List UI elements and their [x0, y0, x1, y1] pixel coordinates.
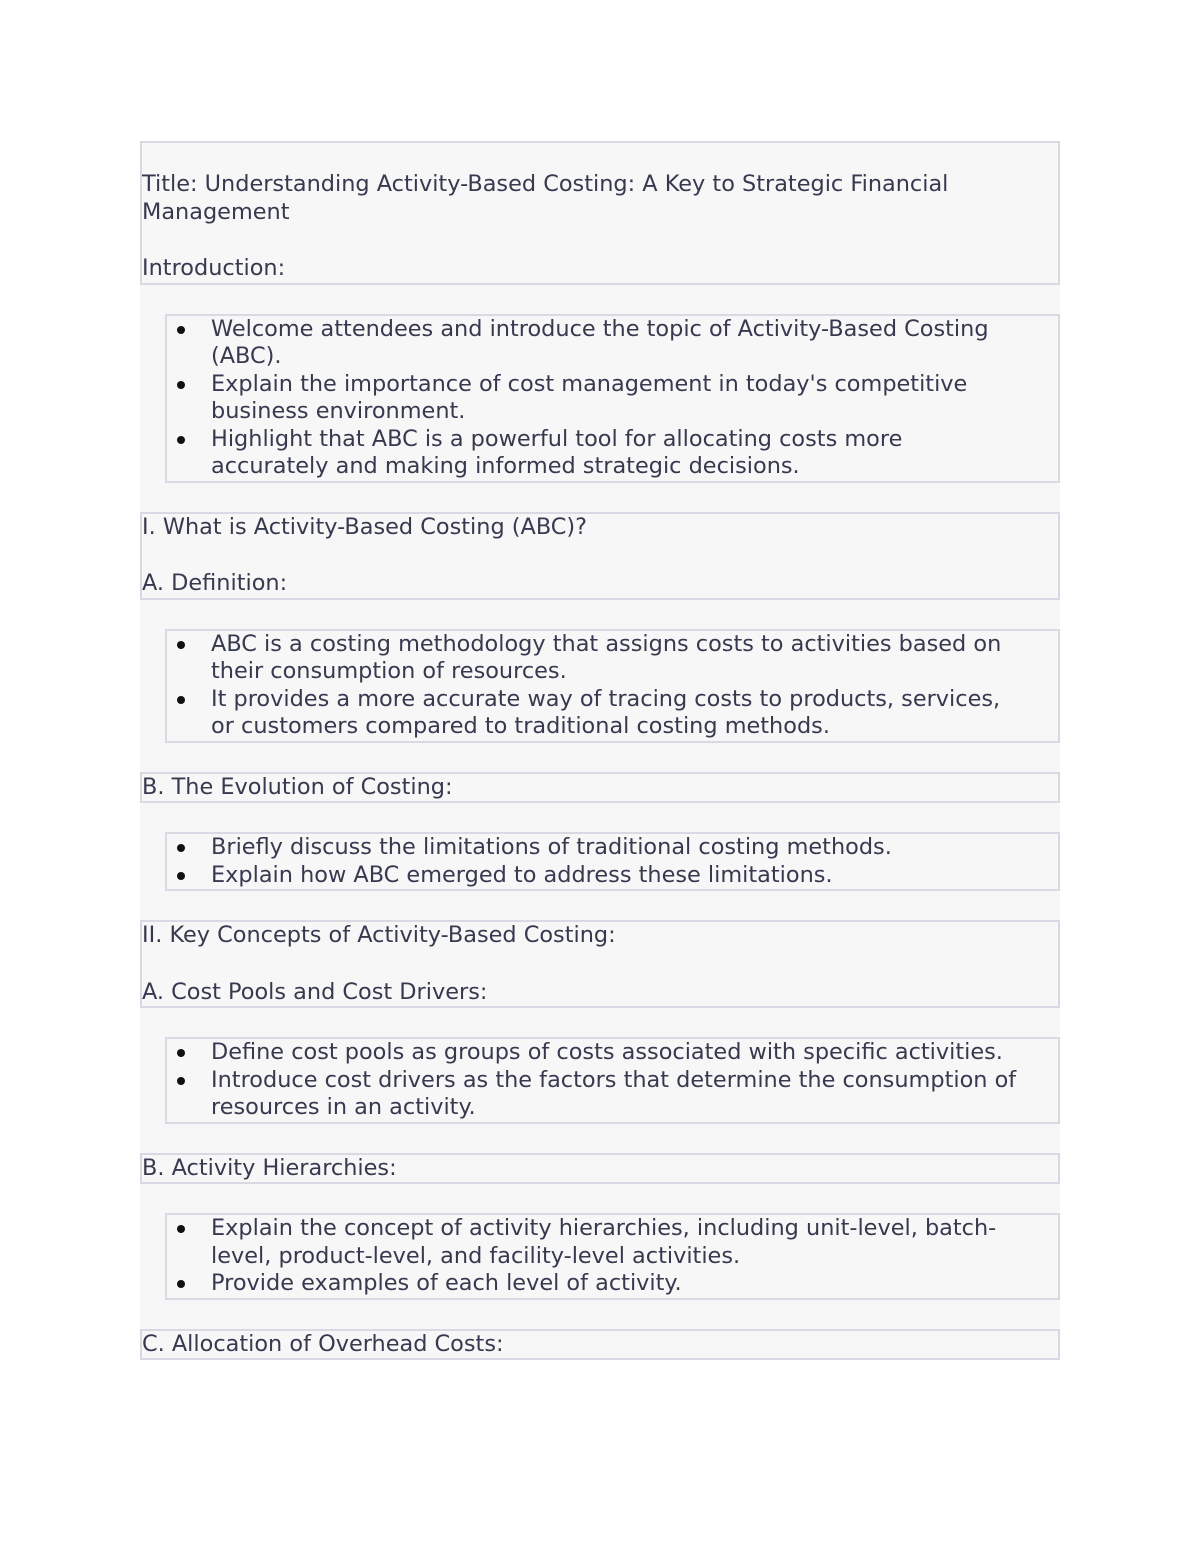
document-title-line-1: Title: Understanding Activity-Based Costing: A Key to Strategic Financial	[142, 171, 949, 197]
introduction-list-box	[165, 314, 1060, 483]
list-item-line: Briefly discuss the limitations of traditional costing methods.	[211, 834, 892, 860]
title-block	[140, 141, 1060, 285]
list-item	[167, 426, 1058, 481]
list-item-line: accurately and making informed strategic decisions.	[211, 453, 800, 479]
section-2-b-heading: B. Activity Hierarchies:	[142, 1154, 397, 1181]
evolution-list-wrapper	[140, 803, 1060, 920]
list-item-line: Introduce cost drivers as the factors that determine the consumption of	[211, 1066, 1017, 1093]
section-2-c-heading-block	[140, 1329, 1060, 1361]
list-item	[167, 862, 1058, 890]
list-item-line: (ABC).	[211, 343, 282, 369]
cost-pools-list-box	[165, 1037, 1060, 1124]
list-item-line: Define cost pools as groups of costs associated with specific activities.	[211, 1039, 1003, 1065]
section-1-a-heading: A. Definition:	[142, 570, 288, 596]
hierarchies-list	[167, 1215, 1058, 1298]
list-item-line: Provide examples of each level of activity.	[211, 1270, 682, 1296]
list-item-line: their consumption of resources.	[211, 658, 567, 684]
cost-pools-list-wrapper	[140, 1008, 1060, 1153]
section-1-b-heading: B. The Evolution of Costing:	[142, 773, 453, 800]
document-content	[140, 141, 1060, 1360]
list-item	[167, 316, 1058, 371]
list-item	[167, 1039, 1058, 1067]
list-item-line: Explain how ABC emerged to address these limitations.	[211, 861, 833, 888]
list-item-line: business environment.	[211, 398, 466, 424]
cost-pools-list	[167, 1039, 1058, 1122]
definition-list	[167, 631, 1058, 741]
introduction-heading: Introduction:	[142, 255, 286, 281]
introduction-list	[167, 316, 1058, 481]
evolution-list-box	[165, 832, 1060, 891]
section-1-heading: I. What is Activity-Based Costing (ABC)?	[142, 513, 588, 540]
list-item-line: ABC is a costing methodology that assigns costs to activities based on	[211, 630, 1002, 657]
introduction-list-wrapper	[140, 285, 1060, 512]
list-item-line: Welcome attendees and introduce the topic of Activity-Based Costing	[211, 315, 989, 342]
evolution-list	[167, 834, 1058, 889]
list-item	[167, 1215, 1058, 1270]
definition-list-wrapper	[140, 600, 1060, 772]
section-1-heading-block	[140, 512, 1060, 600]
list-item	[167, 371, 1058, 426]
hierarchies-list-wrapper	[140, 1184, 1060, 1329]
list-item	[167, 834, 1058, 862]
definition-list-box	[165, 629, 1060, 743]
section-2-a-heading: A. Cost Pools and Cost Drivers:	[142, 978, 488, 1005]
list-item-line: Highlight that ABC is a powerful tool for allocating costs more	[211, 425, 903, 452]
section-2-heading-block	[140, 920, 1060, 1008]
list-item-line: Explain the importance of cost management in today's competitive	[211, 370, 968, 397]
section-2-c-heading: C. Allocation of Overhead Costs:	[142, 1330, 504, 1357]
list-item-line: level, product-level, and facility-level activities.	[211, 1242, 741, 1269]
section-2-heading: II. Key Concepts of Activity-Based Costing:	[142, 922, 616, 948]
list-item	[167, 1067, 1058, 1122]
list-item-line: It provides a more accurate way of tracing costs to products, services,	[211, 685, 1001, 712]
list-item-line: or customers compared to traditional costing methods.	[211, 713, 830, 739]
section-2-b-heading-block	[140, 1153, 1060, 1185]
list-item	[167, 1270, 1058, 1298]
list-item	[167, 631, 1058, 686]
list-item-line: resources in an activity.	[211, 1094, 476, 1120]
section-1-b-heading-block	[140, 772, 1060, 804]
list-item	[167, 686, 1058, 741]
hierarchies-list-box	[165, 1213, 1060, 1300]
list-item-line: Explain the concept of activity hierarchies, including unit-level, batch-	[211, 1215, 997, 1241]
document-title-line-2: Management	[142, 198, 290, 225]
